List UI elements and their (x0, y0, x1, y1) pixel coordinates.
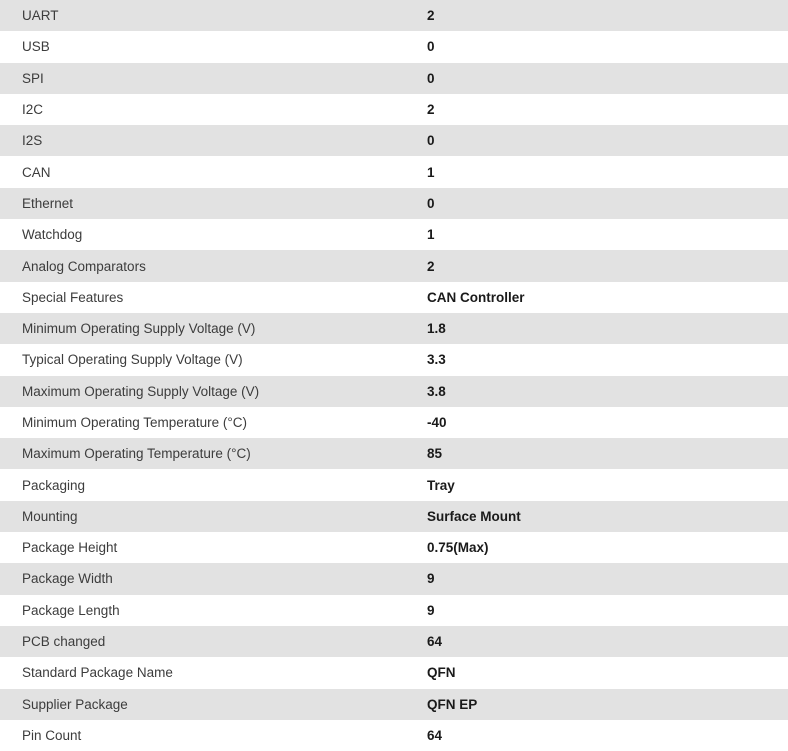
spec-value: 1.8 (427, 321, 446, 337)
spec-label: Supplier Package (22, 696, 128, 712)
spec-label: Package Width (22, 571, 113, 587)
table-row (0, 407, 788, 438)
spec-value: -40 (427, 415, 447, 430)
spec-value: 85 (427, 446, 443, 462)
table-row (0, 563, 788, 594)
table-row (0, 344, 788, 375)
spec-value: Surface Mount (427, 508, 521, 524)
spec-value: 2 (427, 102, 435, 118)
spec-label: Special Features (22, 289, 124, 305)
table-row (0, 438, 788, 469)
spec-label: Package Height (22, 540, 118, 556)
spec-value: 0 (427, 133, 435, 149)
spec-label: Pin Count (22, 727, 82, 743)
table-row (0, 63, 788, 94)
table-row (0, 595, 788, 626)
table-row (0, 250, 788, 281)
table-row (0, 0, 788, 31)
spec-value: 9 (427, 602, 435, 618)
spec-value: 3.8 (427, 383, 446, 399)
spec-label: UART (22, 8, 59, 24)
spec-value: 2 (427, 8, 435, 24)
table-row (0, 532, 788, 563)
table-row (0, 469, 788, 500)
spec-value: 0.75(Max) (427, 540, 489, 556)
table-row (0, 313, 788, 344)
spec-label: Minimum Operating Temperature (°C) (22, 415, 247, 430)
spec-label: Mounting (22, 508, 78, 524)
table-row (0, 31, 788, 62)
spec-label: USB (22, 39, 50, 55)
table-row (0, 282, 788, 313)
table-row (0, 219, 788, 250)
table-row (0, 376, 788, 407)
spec-value: 9 (427, 571, 435, 587)
spec-label: Minimum Operating Supply Voltage (V) (22, 321, 256, 337)
spec-label: Watchdog (22, 227, 83, 243)
spec-label: I2S (22, 133, 43, 149)
table-row (0, 720, 788, 751)
spec-label: I2C (22, 102, 44, 118)
spec-label: Package Length (22, 602, 120, 618)
table-row (0, 689, 788, 720)
spec-value: 64 (427, 727, 443, 743)
spec-value: 3.3 (427, 352, 446, 368)
table-row (0, 156, 788, 187)
spec-value: Tray (427, 477, 455, 493)
table-row (0, 626, 788, 657)
spec-value: CAN Controller (427, 289, 525, 305)
spec-label: Maximum Operating Supply Voltage (V) (22, 383, 260, 399)
spec-value: 0 (427, 70, 435, 86)
table-row (0, 94, 788, 125)
table-row (0, 188, 788, 219)
spec-value: 1 (427, 227, 435, 243)
table-row (0, 125, 788, 156)
spec-value: 0 (427, 195, 435, 211)
spec-value: 64 (427, 634, 443, 650)
spec-label: Analog Comparators (22, 258, 146, 274)
spec-label: Packaging (22, 477, 86, 493)
spec-label: Maximum Operating Temperature (°C) (22, 446, 251, 462)
table-row (0, 657, 788, 688)
spec-label: CAN (22, 164, 51, 180)
spec-label: Typical Operating Supply Voltage (V) (22, 352, 243, 368)
spec-value: QFN EP (427, 696, 478, 712)
spec-value: 2 (427, 258, 435, 274)
spec-label: Ethernet (22, 195, 74, 211)
spec-value: 0 (427, 39, 435, 55)
table-row (0, 501, 788, 532)
spec-label: PCB changed (22, 634, 106, 650)
spec-label: SPI (22, 70, 44, 86)
spec-label: Standard Package Name (22, 665, 173, 681)
spec-value: 1 (427, 164, 435, 180)
spec-value: QFN (427, 665, 456, 681)
